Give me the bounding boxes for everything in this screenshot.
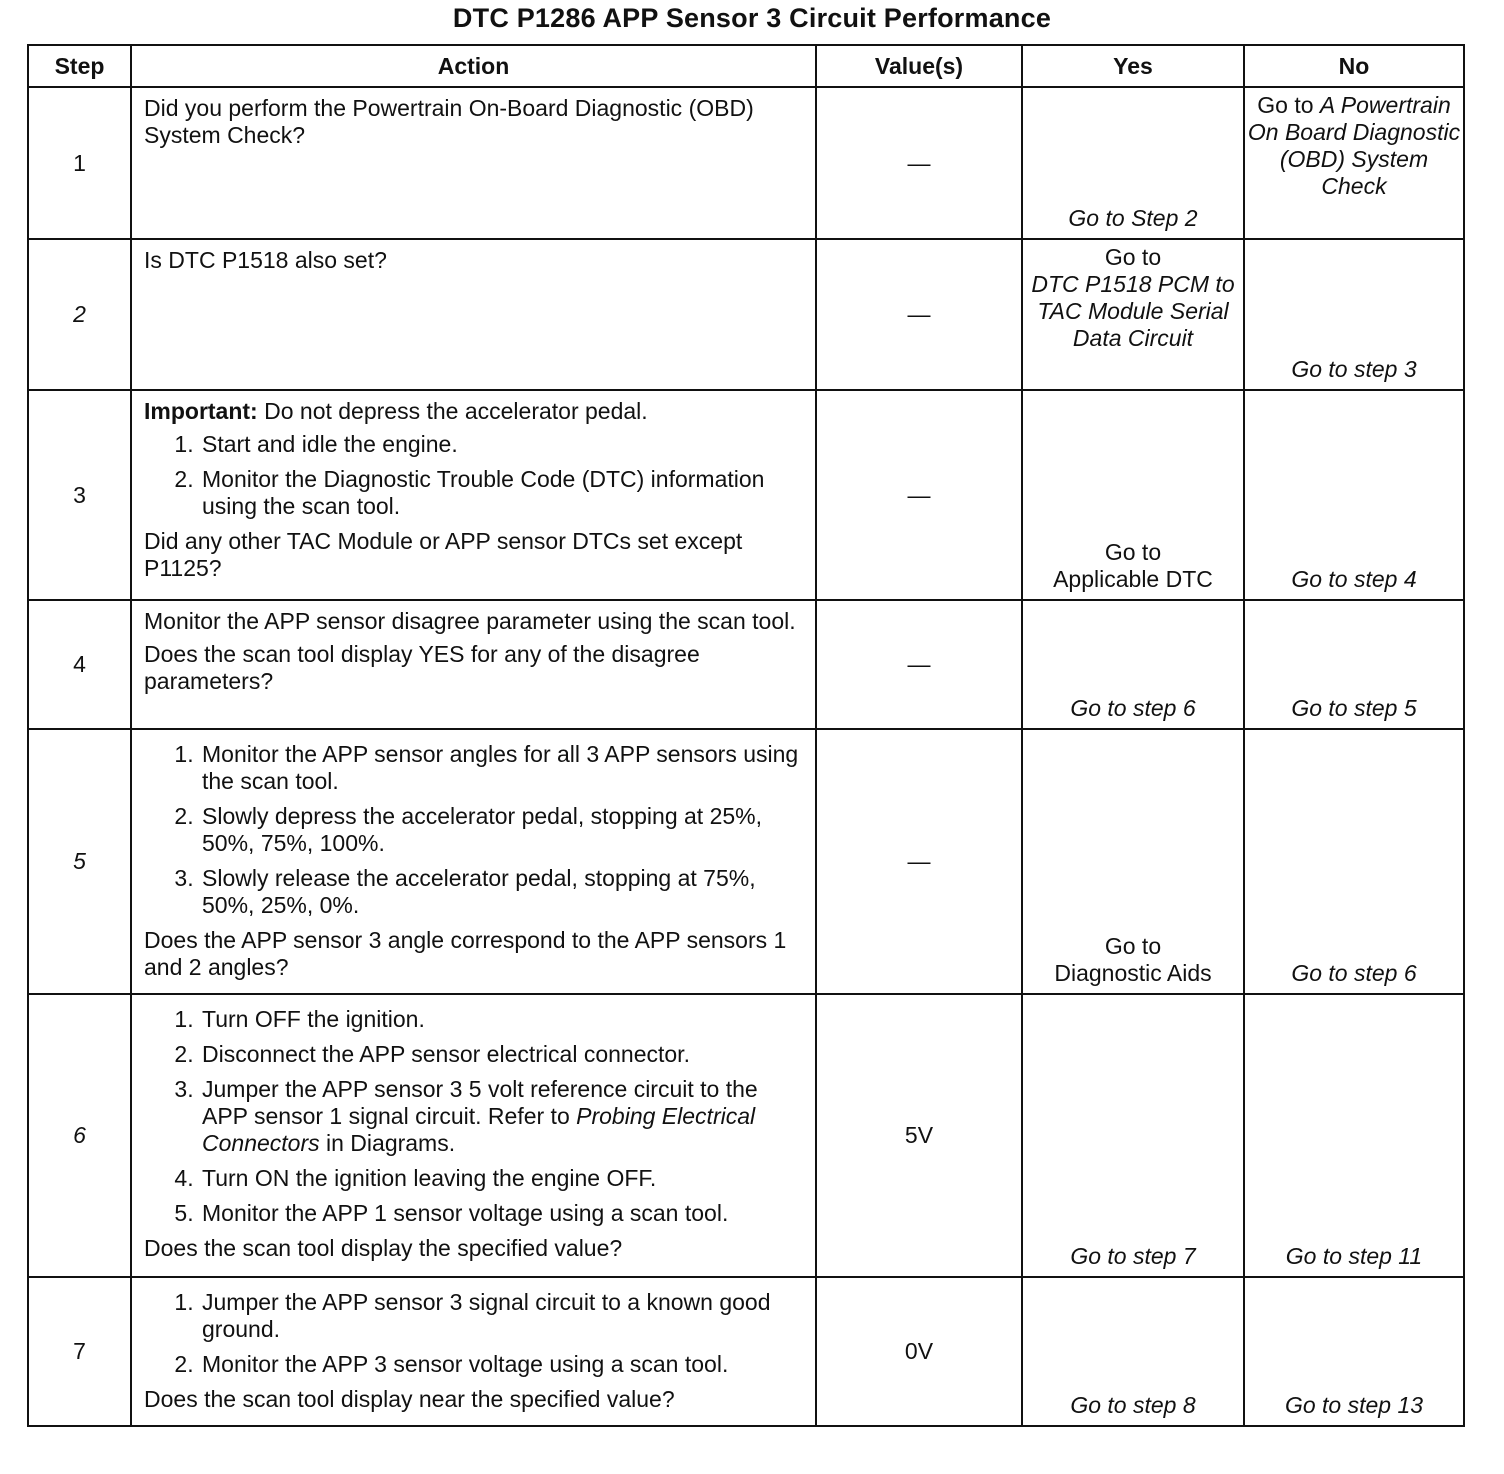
- no-link[interactable]: A Powertrain On Board Diagnostic (OBD) System Check: [1247, 92, 1461, 199]
- yes-link[interactable]: Go to step 7: [1022, 994, 1244, 1277]
- step3-text: Jumper the APP sensor 3 5 volt reference circuit to the APP sensor 1 signal circuit. Refer to: [202, 1076, 758, 1129]
- header-row: [28, 45, 1464, 87]
- step-number: 3: [28, 390, 131, 600]
- value-cell: —: [816, 729, 1022, 994]
- value-cell: —: [816, 239, 1022, 390]
- table-row: [28, 390, 1464, 600]
- procedure-list: [144, 431, 805, 520]
- value-cell: —: [816, 87, 1022, 239]
- value-cell: —: [816, 390, 1022, 600]
- action-question: Does the scan tool display YES for any of the disagree parameters?: [144, 641, 700, 694]
- value-cell: 5V: [816, 994, 1022, 1277]
- action-text: Monitor the APP sensor disagree parameter using the scan tool.: [144, 608, 796, 634]
- diagnostic-table: [27, 44, 1465, 1427]
- step-number: 5: [28, 729, 131, 994]
- list-item: 4. Turn ON the ignition leaving the engine OFF.: [200, 1165, 805, 1192]
- action-question: Does the scan tool display near the specified value?: [144, 1386, 675, 1412]
- table-row: [28, 1277, 1464, 1426]
- no-link[interactable]: Go to step 4: [1244, 390, 1464, 600]
- step-number: 4: [28, 600, 131, 729]
- important-label: Important:: [144, 398, 258, 424]
- action-question: Does the scan tool display the specified value?: [144, 1235, 623, 1261]
- procedure-list: [144, 1006, 805, 1227]
- action-cell: [131, 600, 816, 729]
- yes-prefix: Go to: [1104, 244, 1162, 270]
- action-text: Did you perform the Powertrain On-Board Diagnostic (OBD) System Check?: [144, 95, 754, 148]
- step-number: 7: [28, 1277, 131, 1426]
- value-cell: —: [816, 600, 1022, 729]
- list-item: 2. Monitor the Diagnostic Trouble Code (DTC) information using the scan tool.: [200, 466, 805, 520]
- list-item: 3. Slowly release the accelerator pedal, stopping at 75%, 50%, 25%, 0%.: [200, 865, 805, 919]
- yes-link[interactable]: DTC P1518 PCM to TAC Module Serial Data Circuit: [1031, 271, 1235, 351]
- action-cell: [131, 994, 816, 1277]
- header-action: Action: [131, 45, 816, 87]
- step-number: 1: [28, 87, 131, 239]
- action-cell: [131, 87, 816, 239]
- action-cell: [131, 1277, 816, 1426]
- table-row: [28, 994, 1464, 1277]
- procedure-list: [144, 1289, 805, 1378]
- no-prefix: Go to: [1257, 92, 1314, 118]
- yes-link[interactable]: Applicable DTC: [1053, 566, 1213, 592]
- yes-prefix: Go to: [1104, 539, 1162, 565]
- list-item: 2. Monitor the APP 3 sensor voltage using a scan tool.: [200, 1351, 805, 1378]
- no-cell[interactable]: [1244, 87, 1464, 239]
- list-item: 5. Monitor the APP 1 sensor voltage using a scan tool.: [200, 1200, 805, 1227]
- table-row: [28, 729, 1464, 994]
- yes-cell[interactable]: [1022, 729, 1244, 994]
- step-number: 2: [28, 239, 131, 390]
- action-question: Does the APP sensor 3 angle correspond to the APP sensors 1 and 2 angles?: [144, 927, 787, 980]
- action-cell: [131, 239, 816, 390]
- header-step: Step: [28, 45, 131, 87]
- list-item: 1. Start and idle the engine.: [200, 431, 805, 458]
- list-item: 1. Turn OFF the ignition.: [200, 1006, 805, 1033]
- page-title: DTC P1286 APP Sensor 3 Circuit Performance: [452, 3, 1052, 33]
- step3-suffix: in Diagrams.: [326, 1130, 456, 1156]
- table-row: [28, 239, 1464, 390]
- no-link[interactable]: Go to step 6: [1244, 729, 1464, 994]
- yes-cell[interactable]: [1022, 390, 1244, 600]
- no-link[interactable]: Go to step 11: [1244, 994, 1464, 1277]
- yes-link[interactable]: Go to step 6: [1022, 600, 1244, 729]
- yes-prefix: Go to: [1104, 933, 1162, 959]
- yes-link[interactable]: Go to Step 2: [1022, 87, 1244, 239]
- table-row: [28, 87, 1464, 239]
- step-number: 6: [28, 994, 131, 1277]
- no-link[interactable]: Go to step 13: [1244, 1277, 1464, 1426]
- action-cell: [131, 729, 816, 994]
- header-no: No: [1244, 45, 1464, 87]
- no-link[interactable]: Go to step 3: [1244, 239, 1464, 390]
- important-text: Do not depress the accelerator pedal.: [264, 398, 648, 424]
- procedure-list: [144, 741, 805, 919]
- no-link[interactable]: Go to step 5: [1244, 600, 1464, 729]
- list-item: 2. Slowly depress the accelerator pedal, stopping at 25%, 50%, 75%, 100%.: [200, 803, 805, 857]
- action-text: Is DTC P1518 also set?: [144, 247, 387, 273]
- yes-link[interactable]: Go to step 8: [1022, 1277, 1244, 1426]
- yes-link[interactable]: Diagnostic Aids: [1054, 960, 1212, 986]
- table-row: [28, 600, 1464, 729]
- yes-cell[interactable]: [1022, 239, 1244, 390]
- list-item: [200, 1076, 805, 1157]
- probing-connectors-link[interactable]: Probing Electrical Connectors: [202, 1103, 756, 1156]
- header-yes: Yes: [1022, 45, 1244, 87]
- header-values: Value(s): [816, 45, 1022, 87]
- action-cell: [131, 390, 816, 600]
- action-question: Did any other TAC Module or APP sensor DTCs set except P1125?: [144, 528, 743, 581]
- value-cell: 0V: [816, 1277, 1022, 1426]
- important-note: [144, 398, 805, 425]
- list-item: 2. Disconnect the APP sensor electrical connector.: [200, 1041, 805, 1068]
- list-item: 1. Monitor the APP sensor angles for all 3 APP sensors using the scan tool.: [200, 741, 805, 795]
- list-item: 1. Jumper the APP sensor 3 signal circuit to a known good ground.: [200, 1289, 805, 1343]
